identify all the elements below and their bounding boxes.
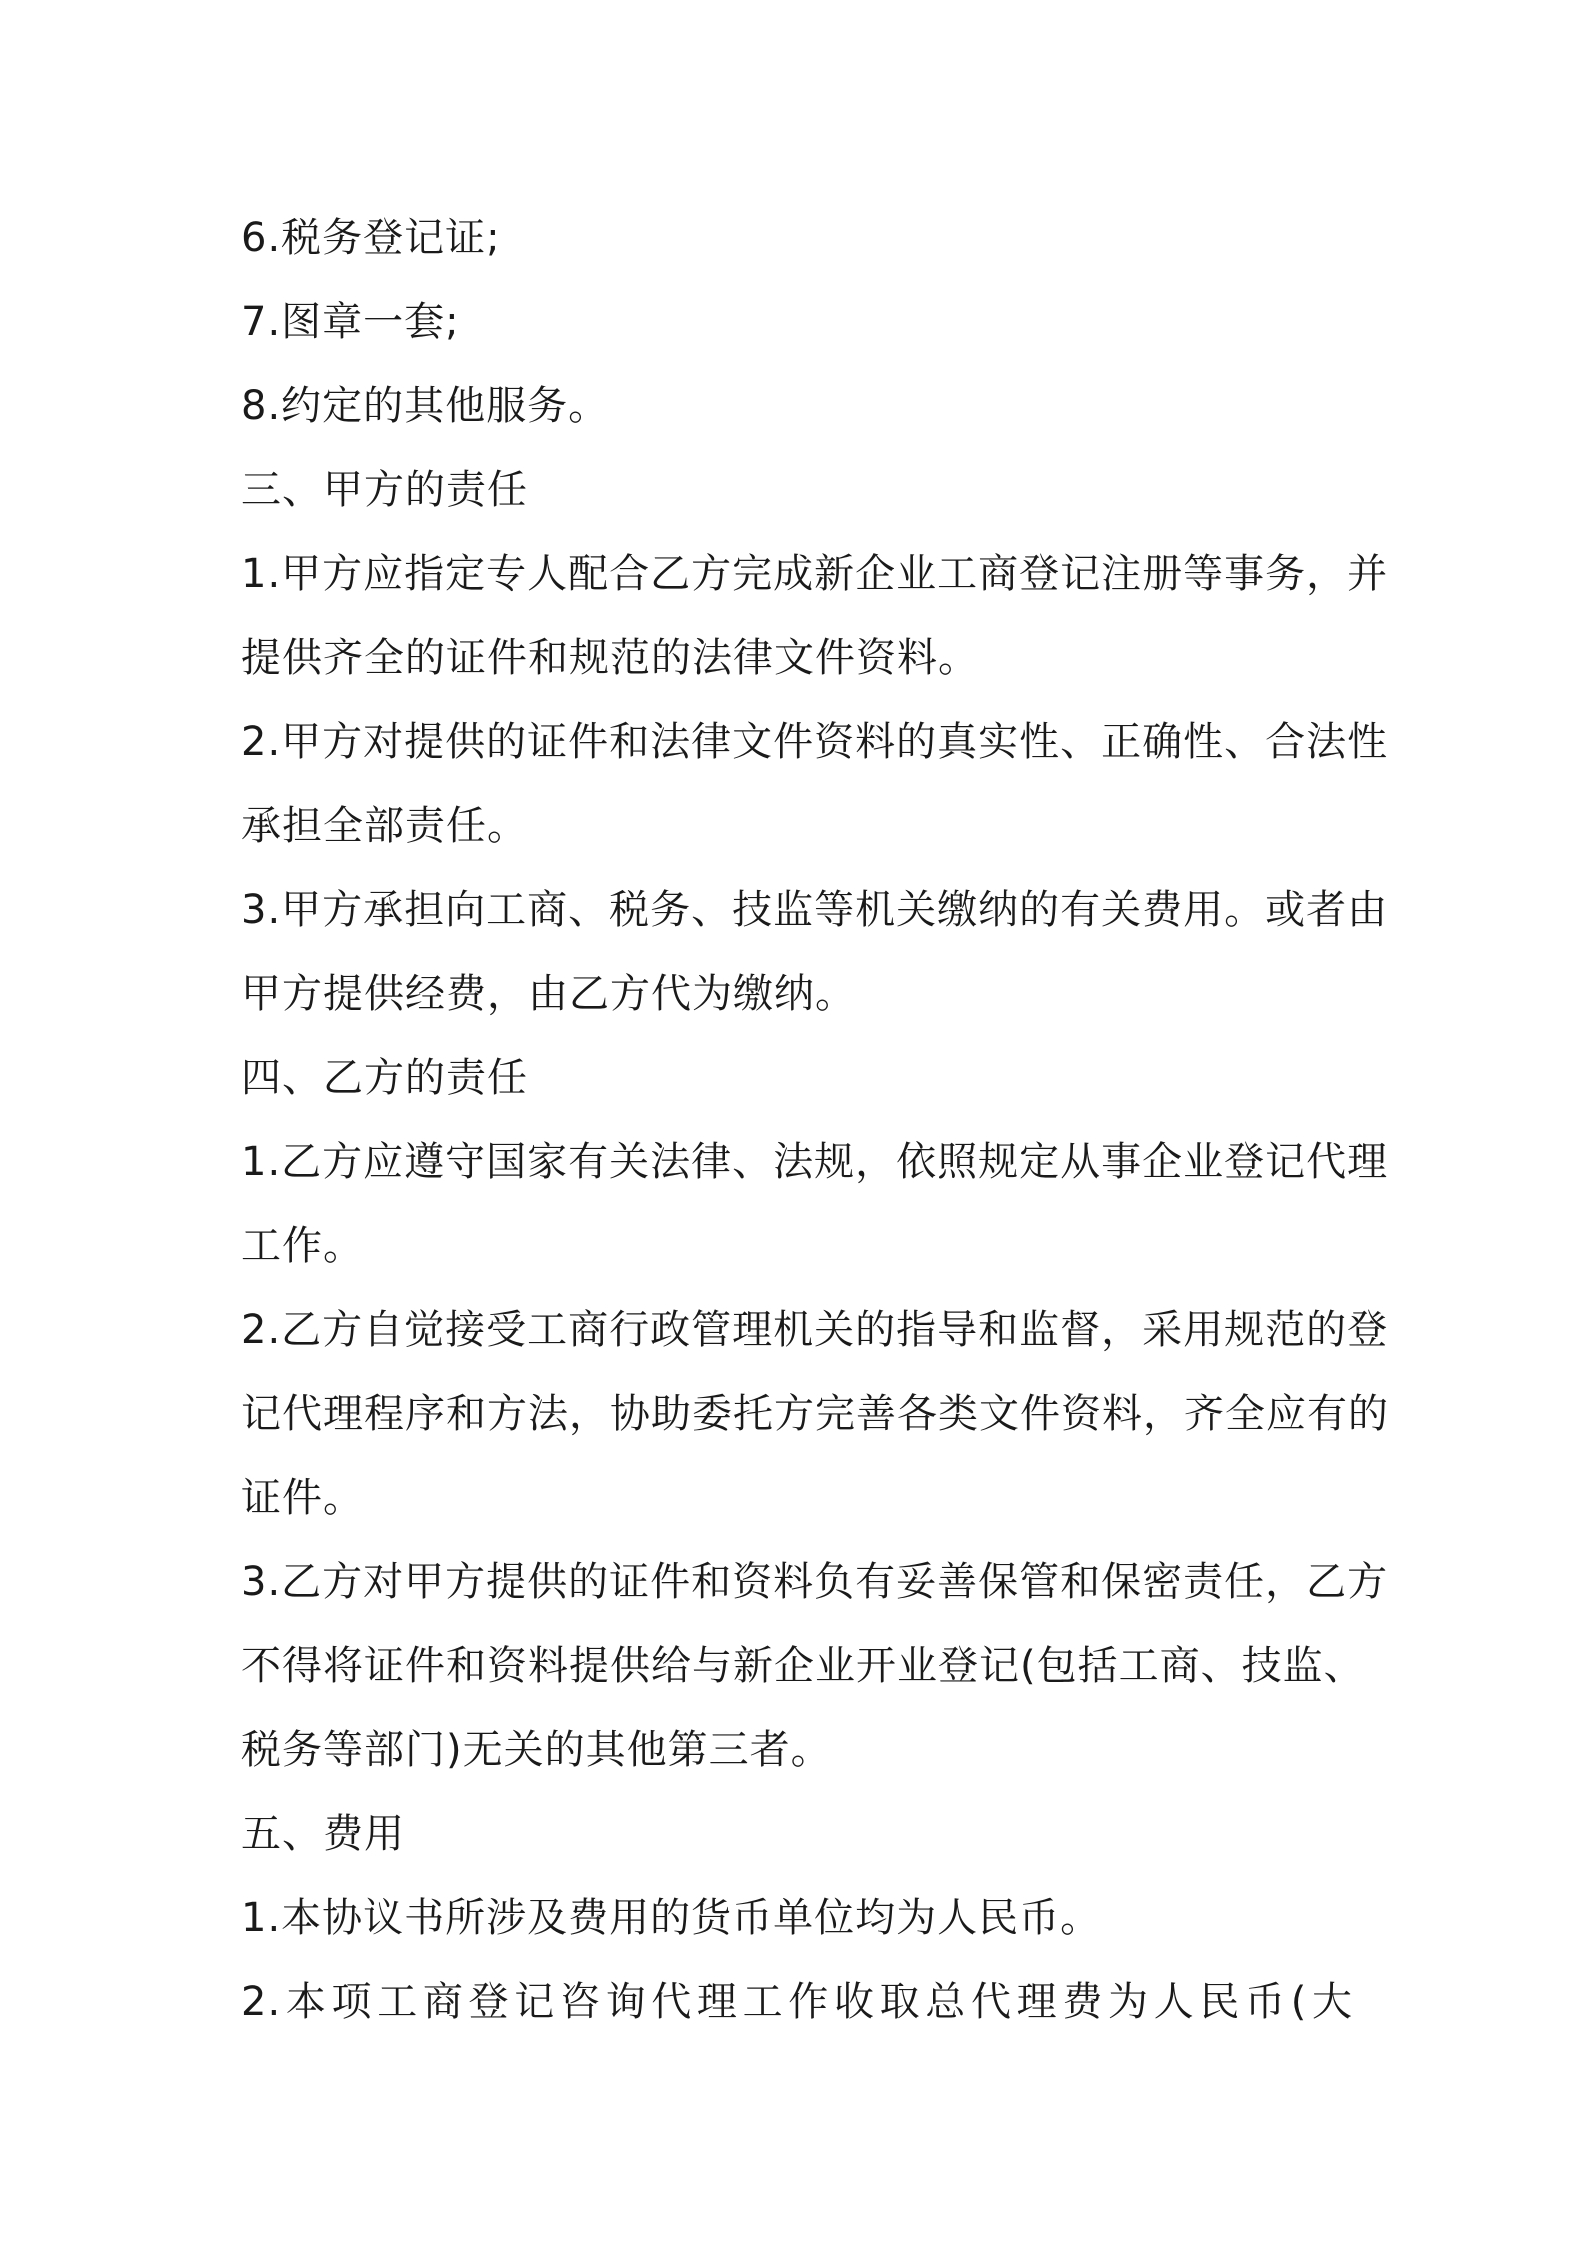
paragraph-line: 税务等部门)无关的其他第三者。 — [241, 1727, 832, 1773]
paragraph-line: 1.本协议书所涉及费用的货币单位均为人民币。 — [241, 1895, 1102, 1941]
paragraph-line: 工作。 — [241, 1223, 364, 1269]
paragraph-line: 提供齐全的证件和规范的法律文件资料。 — [241, 635, 979, 681]
paragraph-line: 承担全部责任。 — [241, 803, 528, 849]
paragraph-line: 1.乙方应遵守国家有关法律、法规，依照规定从事企业登记代理 — [241, 1139, 1389, 1185]
paragraph-line: 2.本项工商登记咨询代理工作收取总代理费为人民币(大 — [241, 1979, 1353, 2025]
paragraph-line: 不得将证件和资料提供给与新企业开业登记(包括工商、技监、 — [241, 1643, 1365, 1689]
paragraph-line: 1.甲方应指定专人配合乙方完成新企业工商登记注册等事务，并 — [241, 551, 1389, 597]
section-heading-party-a: 三、甲方的责任 — [241, 467, 528, 513]
list-item-tax-certificate: 6.税务登记证; — [241, 215, 501, 261]
paragraph-line: 证件。 — [241, 1475, 364, 1521]
section-heading-party-b: 四、乙方的责任 — [241, 1055, 528, 1101]
paragraph-line: 甲方提供经费，由乙方代为缴纳。 — [241, 971, 856, 1017]
list-item-other-services: 8.约定的其他服务。 — [241, 383, 610, 429]
paragraph-line: 3.乙方对甲方提供的证件和资料负有妥善保管和保密责任，乙方 — [241, 1559, 1389, 1605]
paragraph-line: 记代理程序和方法，协助委托方完善各类文件资料，齐全应有的 — [241, 1391, 1389, 1437]
section-heading-fees: 五、费用 — [241, 1811, 405, 1857]
list-item-seal-set: 7.图章一套; — [241, 299, 460, 345]
paragraph-line: 3.甲方承担向工商、税务、技监等机关缴纳的有关费用。或者由 — [241, 887, 1389, 933]
document-body — [241, 196, 1389, 2044]
paragraph-line: 2.乙方自觉接受工商行政管理机关的指导和监督，采用规范的登 — [241, 1307, 1389, 1353]
paragraph-line: 2.甲方对提供的证件和法律文件资料的真实性、正确性、合法性 — [241, 719, 1389, 765]
